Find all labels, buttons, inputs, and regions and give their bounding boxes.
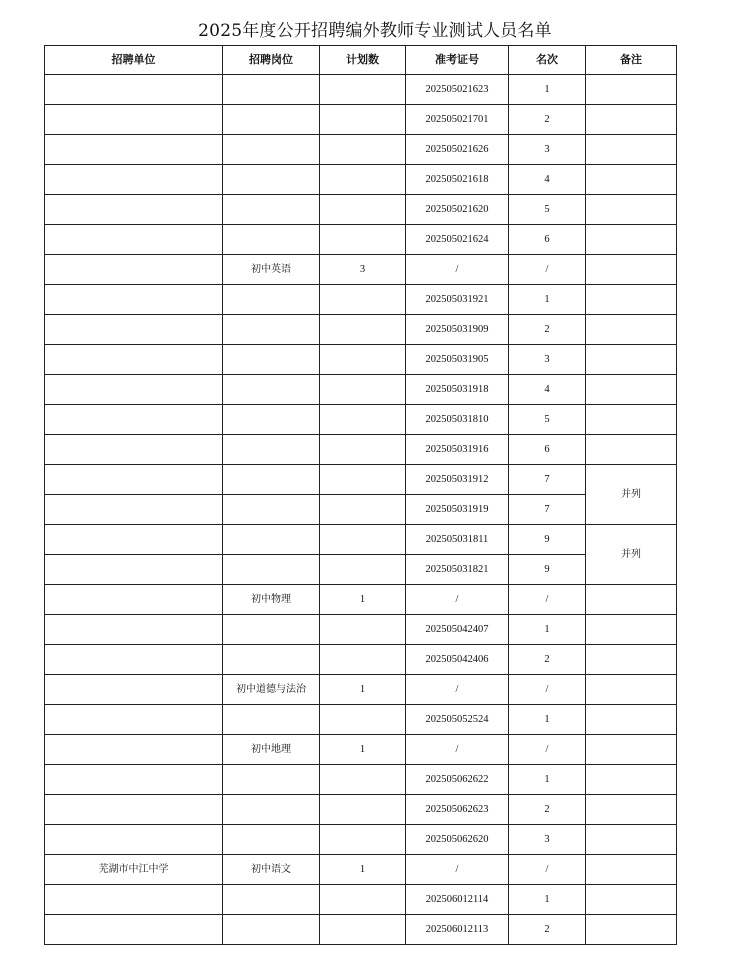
cell-unit: [45, 555, 223, 585]
cell-position: 初中道德与法治: [223, 675, 320, 705]
cell-rank: 1: [509, 705, 586, 735]
cell-rank: 2: [509, 315, 586, 345]
header-row: [45, 46, 677, 75]
cell-unit: [45, 255, 223, 285]
table-row: [45, 375, 677, 405]
cell-plan: 1: [320, 675, 406, 705]
cell-note: [586, 345, 677, 375]
cell-unit: [45, 495, 223, 525]
cell-rank: 5: [509, 195, 586, 225]
cell-exam-no: 202505042407: [406, 615, 509, 645]
cell-exam-no: 202505031912: [406, 465, 509, 495]
cell-rank: 9: [509, 525, 586, 555]
cell-unit: [45, 525, 223, 555]
table-body: [45, 75, 677, 945]
table-row: [45, 735, 677, 765]
cell-exam-no: 202505021626: [406, 135, 509, 165]
cell-position: [223, 555, 320, 585]
cell-plan: [320, 105, 406, 135]
cell-plan: [320, 825, 406, 855]
cell-unit: [45, 885, 223, 915]
cell-note: [586, 585, 677, 615]
cell-position: [223, 645, 320, 675]
cell-rank: /: [509, 585, 586, 615]
table-row: [45, 105, 677, 135]
cell-rank: 1: [509, 765, 586, 795]
table-row: [45, 675, 677, 705]
cell-note: [586, 645, 677, 675]
cell-exam-no: 202505021623: [406, 75, 509, 105]
cell-exam-no: 202505062623: [406, 795, 509, 825]
cell-note: [586, 285, 677, 315]
header-rank: 名次: [509, 46, 586, 75]
table-row: [45, 885, 677, 915]
cell-plan: [320, 705, 406, 735]
cell-position: [223, 405, 320, 435]
cell-unit: [45, 585, 223, 615]
cell-unit: [45, 405, 223, 435]
cell-position: 初中物理: [223, 585, 320, 615]
cell-note: [586, 795, 677, 825]
cell-rank: 1: [509, 615, 586, 645]
cell-note: [586, 705, 677, 735]
table-row: [45, 705, 677, 735]
cell-note: [586, 375, 677, 405]
cell-unit: [45, 375, 223, 405]
cell-rank: 1: [509, 75, 586, 105]
cell-unit: [45, 75, 223, 105]
table-row: [45, 255, 677, 285]
cell-exam-no: 202505021620: [406, 195, 509, 225]
cell-note: 并列: [586, 465, 677, 525]
cell-note: [586, 915, 677, 945]
cell-rank: /: [509, 255, 586, 285]
cell-position: [223, 615, 320, 645]
cell-note: [586, 765, 677, 795]
cell-position: 初中地理: [223, 735, 320, 765]
cell-unit: [45, 345, 223, 375]
cell-rank: 6: [509, 435, 586, 465]
cell-exam-no: 202505042406: [406, 645, 509, 675]
cell-unit: [45, 285, 223, 315]
cell-rank: 2: [509, 645, 586, 675]
table-row: [45, 225, 677, 255]
cell-plan: [320, 315, 406, 345]
cell-position: [223, 525, 320, 555]
cell-position: [223, 705, 320, 735]
cell-note: [586, 435, 677, 465]
cell-plan: [320, 165, 406, 195]
cell-rank: 7: [509, 465, 586, 495]
candidate-table: [44, 45, 677, 945]
cell-exam-no: 202505031905: [406, 345, 509, 375]
cell-unit: [45, 705, 223, 735]
cell-note: [586, 855, 677, 885]
table-row: [45, 585, 677, 615]
cell-unit: [45, 105, 223, 135]
cell-rank: 2: [509, 105, 586, 135]
table-row: [45, 645, 677, 675]
cell-exam-no: 202505062622: [406, 765, 509, 795]
cell-exam-no: 202505031821: [406, 555, 509, 585]
cell-plan: [320, 915, 406, 945]
cell-position: [223, 315, 320, 345]
page-title: 2025年度公开招聘编外教师专业测试人员名单: [198, 21, 552, 41]
cell-exam-no: 202505021618: [406, 165, 509, 195]
table-row: [45, 345, 677, 375]
table-row: [45, 765, 677, 795]
cell-unit: [45, 165, 223, 195]
cell-plan: 1: [320, 735, 406, 765]
table-row: [45, 75, 677, 105]
cell-plan: [320, 645, 406, 675]
cell-rank: /: [509, 675, 586, 705]
cell-plan: [320, 375, 406, 405]
cell-rank: 6: [509, 225, 586, 255]
cell-rank: /: [509, 735, 586, 765]
cell-exam-no: 202505031919: [406, 495, 509, 525]
cell-exam-no: 202505031811: [406, 525, 509, 555]
cell-position: [223, 375, 320, 405]
cell-position: [223, 165, 320, 195]
cell-note: [586, 195, 677, 225]
cell-unit: [45, 765, 223, 795]
cell-note: [586, 825, 677, 855]
cell-unit: [45, 195, 223, 225]
cell-plan: 3: [320, 255, 406, 285]
table-row: [45, 405, 677, 435]
cell-position: [223, 135, 320, 165]
cell-exam-no: /: [406, 255, 509, 285]
cell-note: [586, 735, 677, 765]
cell-plan: [320, 615, 406, 645]
cell-unit: [45, 615, 223, 645]
cell-unit: [45, 225, 223, 255]
cell-plan: [320, 465, 406, 495]
cell-position: [223, 885, 320, 915]
cell-unit: [45, 315, 223, 345]
cell-unit: [45, 465, 223, 495]
cell-rank: 2: [509, 915, 586, 945]
table-row: [45, 855, 677, 885]
table-row: [45, 525, 677, 555]
cell-exam-no: 202505031916: [406, 435, 509, 465]
table-row: [45, 165, 677, 195]
cell-exam-no: /: [406, 585, 509, 615]
cell-note: [586, 105, 677, 135]
cell-unit: [45, 825, 223, 855]
cell-rank: 4: [509, 165, 586, 195]
cell-exam-no: /: [406, 855, 509, 885]
cell-exam-no: 202505031921: [406, 285, 509, 315]
cell-exam-no: 202505021624: [406, 225, 509, 255]
cell-exam-no: 202506012114: [406, 885, 509, 915]
cell-exam-no: 202506012113: [406, 915, 509, 945]
cell-note: [586, 75, 677, 105]
header-exam-no: 准考证号: [406, 46, 509, 75]
cell-position: [223, 495, 320, 525]
cell-position: [223, 105, 320, 135]
header-plan: 计划数: [320, 46, 406, 75]
header-position: 招聘岗位: [223, 46, 320, 75]
cell-note: [586, 405, 677, 435]
table-row: [45, 495, 677, 525]
cell-exam-no: /: [406, 735, 509, 765]
cell-note: [586, 615, 677, 645]
cell-position: [223, 75, 320, 105]
cell-note: [586, 225, 677, 255]
table-row: [45, 915, 677, 945]
cell-plan: [320, 525, 406, 555]
cell-position: [223, 435, 320, 465]
cell-plan: [320, 75, 406, 105]
cell-exam-no: 202505052524: [406, 705, 509, 735]
cell-plan: [320, 405, 406, 435]
cell-note: [586, 315, 677, 345]
cell-rank: 3: [509, 345, 586, 375]
cell-exam-no: 202505031810: [406, 405, 509, 435]
cell-note: [586, 255, 677, 285]
cell-position: [223, 795, 320, 825]
cell-plan: [320, 225, 406, 255]
cell-plan: [320, 495, 406, 525]
cell-rank: 1: [509, 285, 586, 315]
cell-unit: [45, 795, 223, 825]
cell-plan: [320, 435, 406, 465]
cell-plan: [320, 345, 406, 375]
cell-plan: 1: [320, 855, 406, 885]
cell-unit: [45, 435, 223, 465]
cell-position: [223, 345, 320, 375]
cell-unit: [45, 645, 223, 675]
cell-exam-no: 202505021701: [406, 105, 509, 135]
cell-position: [223, 225, 320, 255]
table-row: [45, 435, 677, 465]
table-row: [45, 135, 677, 165]
cell-position: 初中语文: [223, 855, 320, 885]
cell-position: [223, 825, 320, 855]
cell-note: [586, 135, 677, 165]
cell-unit: [45, 735, 223, 765]
cell-note: 并列: [586, 525, 677, 585]
cell-rank: 9: [509, 555, 586, 585]
cell-plan: [320, 795, 406, 825]
cell-note: [586, 675, 677, 705]
cell-rank: 7: [509, 495, 586, 525]
header-note: 备注: [586, 46, 677, 75]
cell-plan: [320, 195, 406, 225]
table-row: [45, 465, 677, 495]
cell-plan: [320, 765, 406, 795]
cell-unit: 芜湖市中江中学: [45, 855, 223, 885]
table-row: [45, 555, 677, 585]
table-row: [45, 825, 677, 855]
cell-plan: [320, 555, 406, 585]
cell-rank: 3: [509, 135, 586, 165]
cell-unit: [45, 675, 223, 705]
table-row: [45, 285, 677, 315]
cell-plan: [320, 885, 406, 915]
cell-position: 初中英语: [223, 255, 320, 285]
cell-plan: [320, 285, 406, 315]
cell-unit: [45, 135, 223, 165]
cell-plan: [320, 135, 406, 165]
cell-plan: 1: [320, 585, 406, 615]
table-row: [45, 195, 677, 225]
cell-exam-no: 202505031918: [406, 375, 509, 405]
cell-exam-no: /: [406, 675, 509, 705]
cell-rank: 1: [509, 885, 586, 915]
cell-position: [223, 765, 320, 795]
cell-unit: [45, 915, 223, 945]
cell-position: [223, 915, 320, 945]
cell-rank: /: [509, 855, 586, 885]
cell-position: [223, 285, 320, 315]
header-unit: 招聘单位: [45, 46, 223, 75]
cell-position: [223, 195, 320, 225]
cell-rank: 2: [509, 795, 586, 825]
cell-exam-no: 202505062620: [406, 825, 509, 855]
table-row: [45, 795, 677, 825]
cell-rank: 4: [509, 375, 586, 405]
table-row: [45, 315, 677, 345]
cell-rank: 5: [509, 405, 586, 435]
cell-exam-no: 202505031909: [406, 315, 509, 345]
cell-position: [223, 465, 320, 495]
cell-note: [586, 885, 677, 915]
table-row: [45, 615, 677, 645]
cell-note: [586, 165, 677, 195]
cell-rank: 3: [509, 825, 586, 855]
